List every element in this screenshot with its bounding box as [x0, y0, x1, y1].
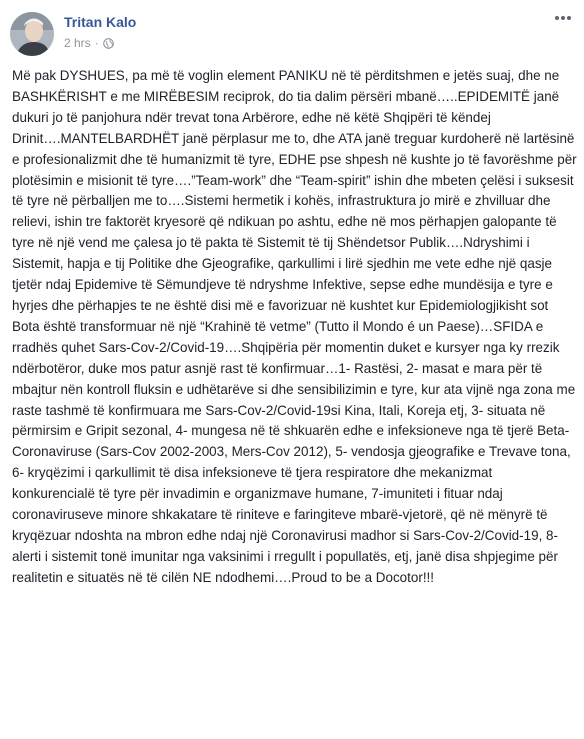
meta-separator: ·	[94, 36, 99, 50]
author-name[interactable]: Tritan Kalo	[64, 14, 137, 30]
post-text: Më pak DYSHUES, pa më të voglin element PANIKU në të përditshmen e jetës suaj, dhe ne BASHKËRISHT e me MIRËBESIM reciprok, do tia dalim përsëri mbanë…..EPIDEMITË janë dukuri jo të panjohura ndër trevat tona Arbërore, edhe në këtë Shqipëri të këndej Drinit….MANTELBARDHËT janë përplasur me to, dhe ATA janë treguar kurdoherë në lartësinë e profesionalizmit dhe të humanizmit të tyre, EDHE pse shpesh në kushte jo të favorëshme për plotësimin e misionit të tyre….”Team-work” dhe “Team-spirit” ishin dhe mbeten çelësi i suksesit të tyre në përballjen me to….Sistemi hermetik i kohës, infrastruktura jo mirë e zhvilluar dhe relievi, ishin tre faktorët kryesorë që ndikuan po ashtu, edhe në mos përhapjen galopante të tyre në një vend me çalesa jo të pakta të Sistemit të tij Shëndetsor Publik….Ndryshimi i Sistemit, hapja e tij Politike dhe Gjeografike, qarkullimi i lirë sjedhin me vete edhe një qasje tjetër ndaj Epidemive të Sëmundjeve të ndryshme Infektive, sepse edhe mundësija e tyre e hyrjes dhe përhapjes te ne është disi më e favorizuar në kushtet kur Epidemiologjikisht sot Bota është transformuar në një “Krahinë të vetme” (Tutto il Mondo é un Paese)…SFIDA e rradhës quhet Sars-Cov-2/Covid-19….Shqipëria për momentin duket e kursyer nga ky rrezik ndërbotëror, duke mos patur asnjë rast të konfirmuar…1- Rastësi, 2- masat e mara për të mbajtur nën kontroll fluksin e udhëtarëve si dhe sensibilizimin e tyre, kur ata vijnë nga zona me raste tashmë të konfirmuara me Sars-Cov-2/Covid-19si Kina, Itali, Koreja etj, 3- situata në përmirsim e Gripit sezonal, 4- mungesa në të shkuarën edhe e infeksioneve nga të tjerë Beta-Coronaviruse (Sars-Cov 2002-2003, Mers-Cov 2012), 5- vendosja gjeografike e Trevave tona, 6- kryqëzimi i qarkullimit të disa infeksioneve të tjera respiratore dhe mekanizmat konkurencialë të tyre për invadimin e organizmave humane, 7-imuniteti i fituar ndaj coronaviruseve minore shkakatare të riniteve e faringiteve mbarë-vjetorë, që në mënyrë të kryqëzuar ndoshta na mbron edhe ndaj një Coronavirusi madhor si Sars-Cov-2/Covid-19, 8- alerti i sistemit tonë imunitar nga vaksinimi i rregullt i popullatës, etj, janë disa shpjegime për realitetin e situatës në të cilën NE ndodhemi….Proud to be a Docotor!!!	[12, 68, 581, 585]
globe-icon[interactable]	[103, 38, 114, 49]
avatar-photo	[10, 12, 54, 56]
post-meta	[64, 36, 114, 50]
avatar[interactable]	[10, 12, 54, 56]
post-timestamp[interactable]: 2 hrs	[64, 36, 91, 50]
more-options-icon[interactable]	[552, 12, 574, 26]
post-header	[10, 12, 574, 56]
